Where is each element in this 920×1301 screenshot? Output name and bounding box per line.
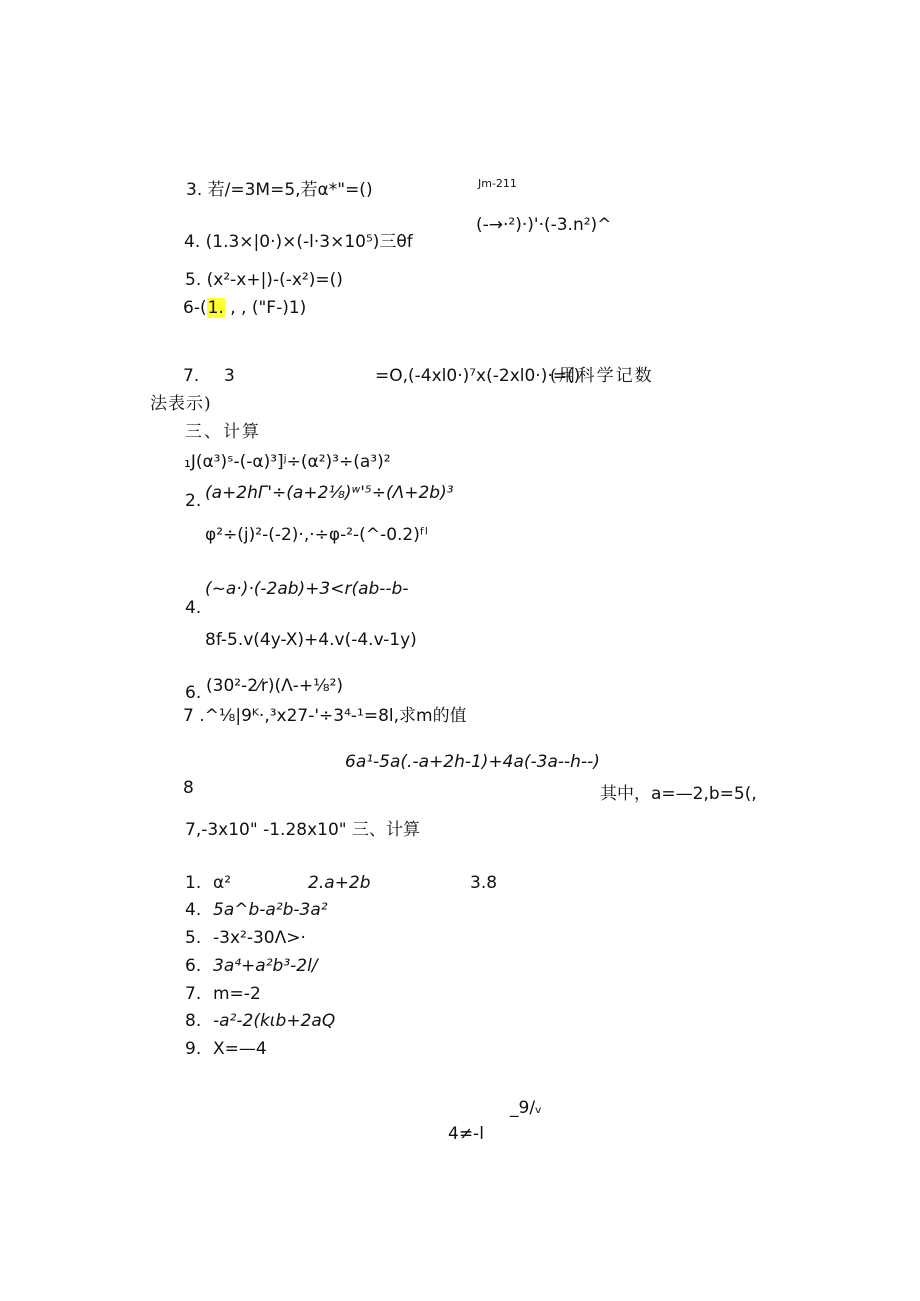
calc-problem-2: (a+2hΓ'÷(a+2⅛)ʷ'⁵÷(Λ+2b)³ [205,483,454,503]
answer-1-number: 1. [185,873,202,893]
question-6-prefix: 6-( [183,298,207,318]
calc-problem-7: 7 .^⅛|9ᴷ·,³x27-'÷3⁴-¹=8l,求m的值 [183,706,467,726]
calc-problem-6-number: 6. [185,683,202,703]
answer-4-number: 4. [185,900,202,920]
question-7-value: 3 [224,366,235,386]
question-3-expression: (-→·²)·)'·(-3.n²)^ [476,215,612,235]
footer-fraction-bottom: 4≠-l [448,1124,484,1144]
answer-7: m=-2 [213,984,261,1004]
answer-9-number: 9. [185,1039,202,1059]
calc-problem-4-number: 4. [185,598,202,618]
answer-5-number: 5. [185,928,202,948]
calc-problem-2-number: 2. [185,491,202,511]
answer-1: α² [213,873,232,893]
calc-problem-1: ₁J(α³)ˢ-(-α)³]ʲ÷(α²)³÷(a³)² [184,452,391,472]
question-7-note-continued: 法表示) [150,394,212,414]
calc-problem-8-condition: 其中，a=—2,b=5(, [600,784,757,804]
answer-8-number: 8. [185,1011,202,1031]
calc-problem-5: 8f-5.v(4y-X)+4.v(-4.v-1y) [205,630,417,650]
answer-8: -a²-2(kιb+2aQ [213,1011,336,1031]
answer-3: 3.8 [470,873,498,893]
page-tag: Jm-211 [478,177,517,190]
footer-fraction-top: _9/ᵥ [510,1098,543,1118]
question-4: 4. (1.3×|0·)×(-l·3×10⁵)三θf [184,232,413,252]
answer-6: 3a⁴+a²b³-2l/ [213,956,318,976]
question-7-number: 7. [183,366,200,386]
calc-problem-4: (~a·)·(-2ab)+3<r(ab--b- [205,579,409,599]
answer-6-number: 6. [185,956,202,976]
calc-problem-9: 7,-3x10" -1.28x10" 三、计算 [185,820,420,840]
question-6-suffix: , , ("F-)1) [224,298,307,318]
answer-2: 2.a+2b [308,873,371,893]
calc-problem-8: 6a¹-5a(.-a+2h-1)+4a(-3a--h--) [345,752,600,772]
answer-7-number: 7. [185,984,202,1004]
calc-problem-8-number: 8 [183,778,194,798]
question-5: 5. (x²-x+|)-(-x²)=() [185,270,343,290]
answer-4: 5a^b-a²b-3a² [213,900,328,920]
calc-problem-3: φ²÷(j)²-(-2)·,·÷φ-²-(^-0.2)ᶠˡ [205,525,428,545]
question-6-highlight: 1. [207,298,224,318]
question-7-expression: =O,(-4xl0·)⁷x(-2xl0·)·=() [375,366,581,386]
answer-9: X=—4 [213,1039,267,1059]
question-6 [183,298,306,318]
question-3: 3. 若/=3M=5,若α*"=() [186,180,373,200]
answer-5: -3x²-30Λ>· [213,928,306,948]
question-7-note: (用科学记数 [550,366,654,386]
section-title-calculation: 三、计算 [185,422,261,442]
calc-problem-6: (30²-2⁄r)(Λ-+⅛²) [206,676,344,696]
